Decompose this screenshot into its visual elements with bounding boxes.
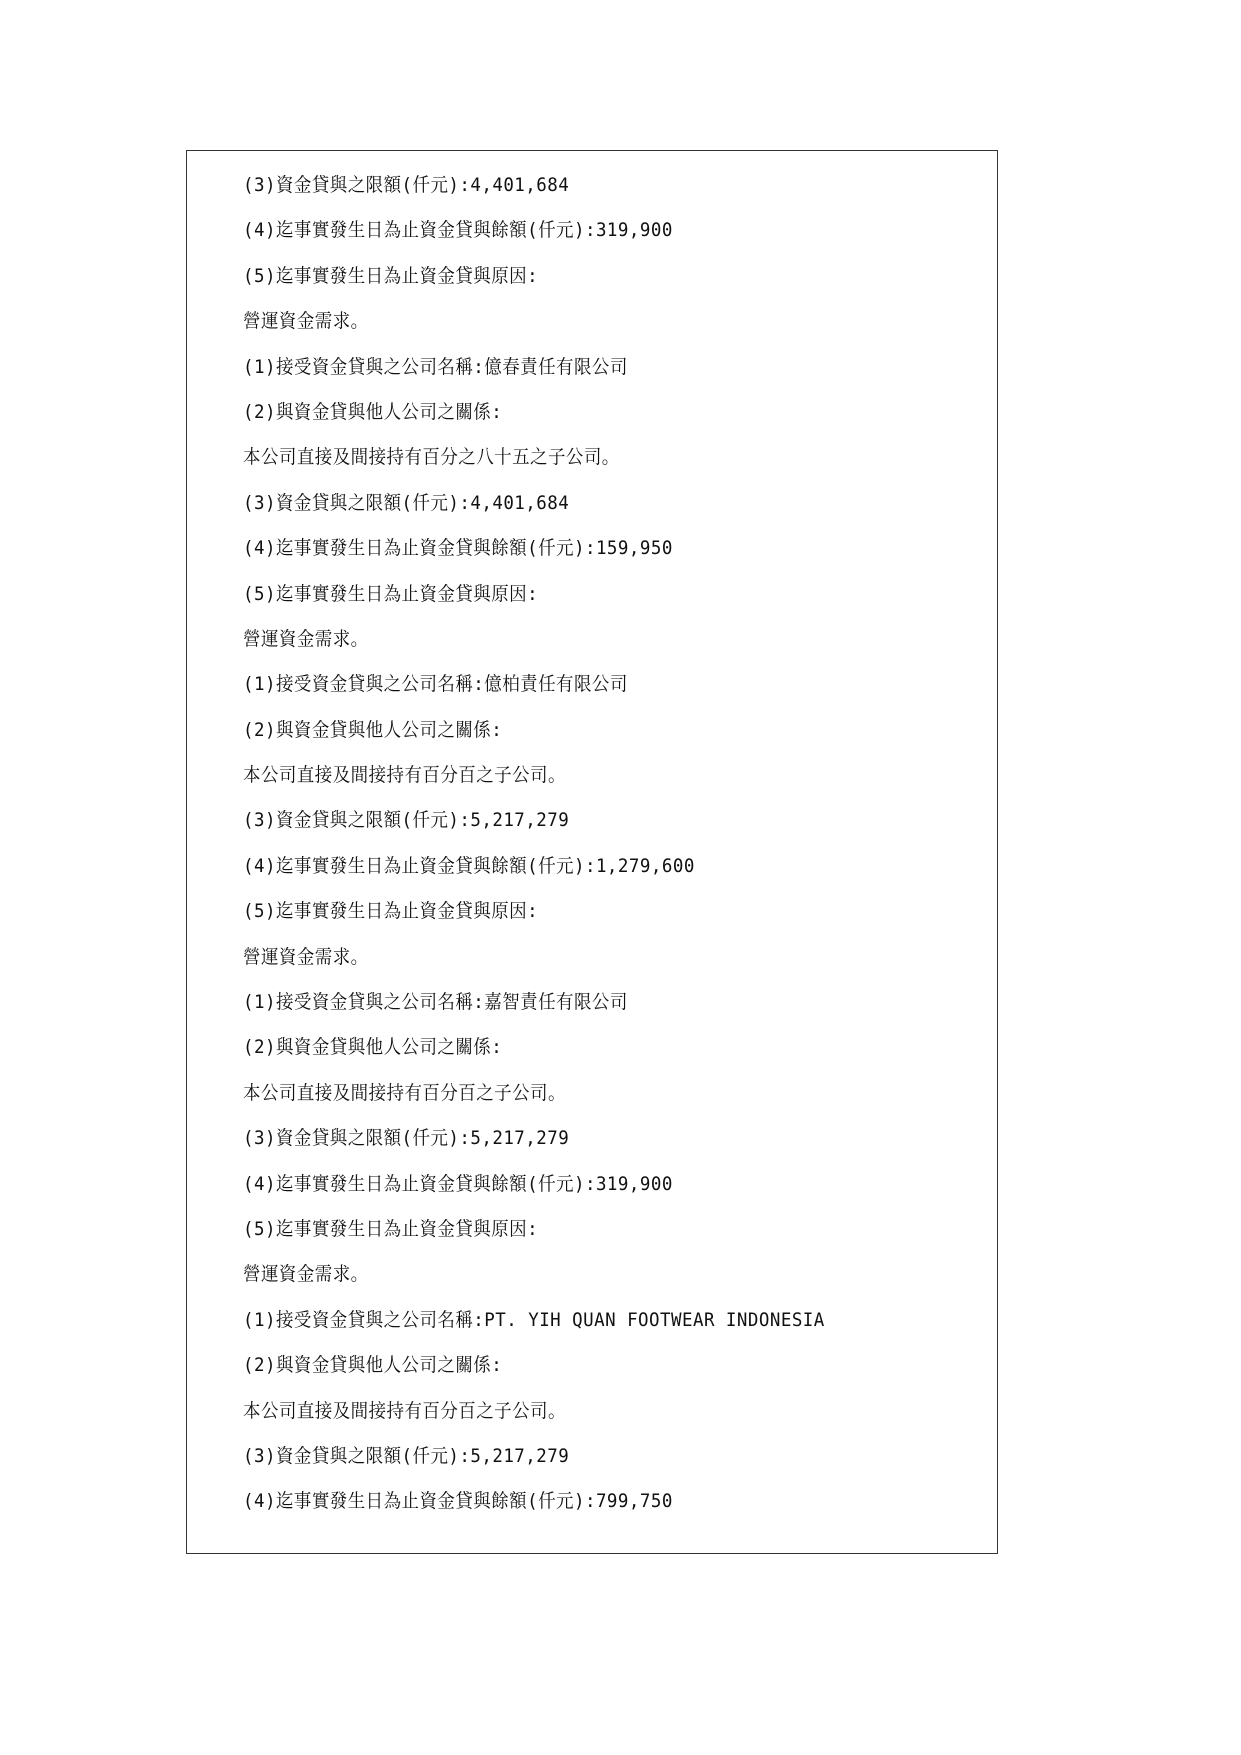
borrower-name-line: (1)接受資金貸與之公司名稱:嘉智責任有限公司 bbox=[243, 991, 628, 1014]
document-body bbox=[243, 163, 977, 1525]
loan-limit-line: (3)資金貸與之限額(仟元):5,217,279 bbox=[243, 809, 570, 832]
loan-reason-text: 營運資金需求。 bbox=[243, 1263, 369, 1286]
loan-reason-heading: (5)迄事實發生日為止資金貸與原因: bbox=[243, 264, 539, 287]
loan-limit-line: (3)資金貸與之限額(仟元):4,401,684 bbox=[243, 491, 570, 514]
relationship-text: 本公司直接及間接持有百分之八十五之子公司。 bbox=[243, 446, 620, 469]
loan-balance-line: (4)迄事實發生日為止資金貸與餘額(仟元):319,900 bbox=[243, 219, 673, 242]
loan-balance-line: (4)迄事實發生日為止資金貸與餘額(仟元):319,900 bbox=[243, 1172, 673, 1195]
loan-limit-line: (3)資金貸與之限額(仟元):4,401,684 bbox=[243, 174, 570, 196]
borrower-name-line: (1)接受資金貸與之公司名稱:億春責任有限公司 bbox=[243, 355, 628, 378]
loan-balance-line: (4)迄事實發生日為止資金貸與餘額(仟元):1,279,600 bbox=[243, 854, 695, 877]
loan-reason-heading: (5)迄事實發生日為止資金貸與原因: bbox=[243, 1217, 539, 1240]
loan-balance-line: (4)迄事實發生日為止資金貸與餘額(仟元):159,950 bbox=[243, 537, 673, 560]
borrower-name-line: (1)接受資金貸與之公司名稱:億柏責任有限公司 bbox=[243, 673, 628, 696]
loan-reason-heading: (5)迄事實發生日為止資金貸與原因: bbox=[243, 582, 539, 605]
relationship-text: 本公司直接及間接持有百分百之子公司。 bbox=[243, 764, 566, 787]
relationship-heading: (2)與資金貸與他人公司之關係: bbox=[243, 1036, 503, 1059]
loan-reason-heading: (5)迄事實發生日為止資金貸與原因: bbox=[243, 900, 539, 923]
loan-limit-line: (3)資金貸與之限額(仟元):5,217,279 bbox=[243, 1444, 570, 1467]
relationship-text: 本公司直接及間接持有百分百之子公司。 bbox=[243, 1081, 566, 1104]
loan-reason-text: 營運資金需求。 bbox=[243, 627, 369, 650]
borrower-name-line: (1)接受資金貸與之公司名稱:PT. YIH QUAN FOOTWEAR INDONESIA bbox=[243, 1308, 825, 1331]
relationship-heading: (2)與資金貸與他人公司之關係: bbox=[243, 718, 503, 741]
loan-limit-line: (3)資金貸與之限額(仟元):5,217,279 bbox=[243, 1127, 570, 1150]
loan-reason-text: 營運資金需求。 bbox=[243, 310, 369, 333]
relationship-text: 本公司直接及間接持有百分百之子公司。 bbox=[243, 1399, 566, 1422]
loan-balance-line: (4)迄事實發生日為止資金貸與餘額(仟元):799,750 bbox=[243, 1490, 673, 1513]
document-frame bbox=[186, 150, 998, 1554]
relationship-heading: (2)與資金貸與他人公司之關係: bbox=[243, 400, 503, 423]
loan-reason-text: 營運資金需求。 bbox=[243, 945, 369, 968]
relationship-heading: (2)與資金貸與他人公司之關係: bbox=[243, 1354, 503, 1377]
